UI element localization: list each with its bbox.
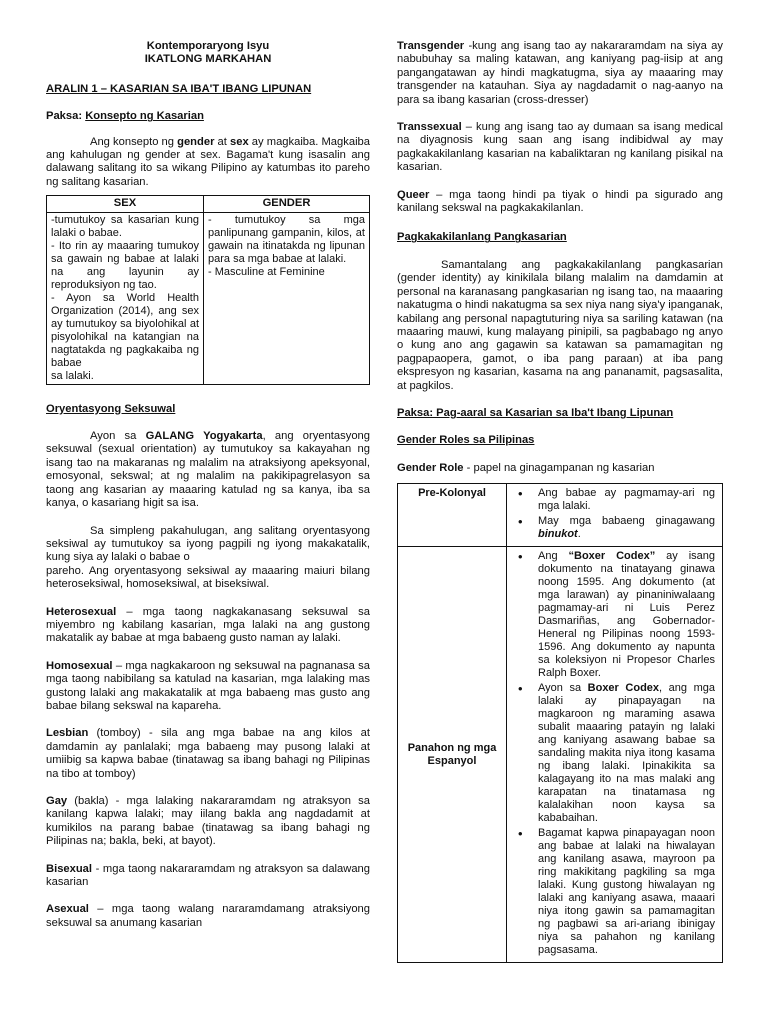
- definition-heterosexual: Heterosexual – mga taong nagkakanasang seksuwal sa miyembro ng kabilang kasarian, mga lalaki na ang gustong makatalik ay babae at mga babaeng gusto naman ay lalaki.: [46, 605, 370, 645]
- definition-transsexual: Transsexual – kung ang isang tao ay dumaan sa isang medical na diyagnosis kung saan ang isang indibidwal ay may pagkakakilanlang kasarian na kabaliktaran ng kanilang pisikal na kasarian.: [397, 121, 723, 174]
- table-row: [398, 547, 723, 963]
- list-item: • Ang “Boxer Codex” ay isang dokumento na tinatayang ginawa noong 1595. Ang dokumento (at mga larawan) ay pinaniniwalaang pagmamay-ari ni Luis Perez Dasmariñas, ang Gobernador-Heneral ng Pilipinas noong 1593-1596. Ang dokumento ay napunta sa koleksiyon ni Propesor Charles Ralph Boxer.: [538, 550, 715, 680]
- orientation-paragraph-2b: pareho. Ang oryentasyong seksiwal ay maaaring maiuri bilang heteroseksiwal, homoseksiwal, at biseksiwal.: [46, 564, 370, 591]
- gender-cell: - tumutukoy sa mga panlipunang gampanin, kilos, at gawain na itinatakda ng lipunan para sa mga babae at lalaki. - Masculine at Feminine: [204, 212, 370, 384]
- table-header-gender: GENDER: [204, 196, 370, 212]
- list-item: • May mga babaeng ginagawang binukot.: [538, 515, 715, 541]
- sex-cell: -tumutukoy sa kasarian kung lalaki o babae. - Ito rin ay maaaring tumukoy sa gawain ng babae at lalaki na ang layunin ay reproduksiyon ng tao. - Ayon sa World Health Organization (2014), ang sex ay tumutukoy sa biyolohikal at pisyolohikal na katangian na nagtatakda ng pagkakaiba ng babae sa lalaki.: [47, 212, 204, 384]
- quarter-title: IKATLONG MARKAHAN: [144, 53, 272, 66]
- orientation-paragraph-1: Ayon sa GALANG Yogyakarta, ang oryentasyong seksuwal (sexual orientation) ay tumutukoy sa kakayahan ng isang tao na makaranas ng malalim na atraksiyong apeksyonal, emosyonal, sekswal; at ng malalim na pakikipagrelasyon sa taong ang kasarian ay maaaring katulad ng sa kanya, iba sa kanya, o kasariang higit sa isa.: [46, 430, 370, 510]
- definition-bisexual: Bisexual - mga taong nakararamdam ng atraksyon sa dalawang kasarian: [46, 862, 370, 889]
- left-definitions: [46, 606, 370, 931]
- list-item: • Ang babae ay pagmamay-ari ng mga lalaki.: [538, 487, 715, 513]
- era-spanish-content: [507, 547, 723, 963]
- list-item: • Bagamat kapwa pinapayagan noon ang babae at lalaki na hiwalayan ang kanilang asawa, mayroon pa ring makikitang pagkiling sa mga lalaki. Kung gustong hiwalayan ng lalaki ang kaniyang asawa, maaari niya itong gawin sa pamamagitan ng pagbawi sa ari-ariang ibinigay niya sa pahahon ng kanilang pagsasama.: [538, 827, 715, 957]
- definition-transgender: Transgender -kung ang isang tao ay nakararamdam na siya ay nabubuhay sa maling katawan, ang kaniyang pag-iisip at ang pangangatawan ay hindi magkatugma, siya ay maaaring may transgender na katauhan. Siya ay nagdadamit o nag-aanyo na para sa ibang kasarian (cross-dresser): [397, 40, 723, 106]
- intro-paragraph: Ang konsepto ng gender at sex ay magkaiba. Magkaiba ang kahulugan ng gender at sex. Bagama't kung isasalin ang dalawang salitang ito sa wikang Pilipino ay katumbas ito pareho ng salitang kasarian.: [46, 135, 370, 188]
- lesson-title: ARALIN 1 – KASARIAN SA IBA'T IBANG LIPUNAN: [46, 82, 312, 95]
- gender-roles-heading: Gender Roles sa Pilipinas: [397, 434, 535, 447]
- era-pre-colonial: Pre-Kolonyal: [398, 484, 507, 547]
- definition-homosexual: Homosexual – mga nagkakaroon ng seksuwal na pagnanasa sa mga taong nabibilang sa katulad na kasarian, mga lalaking mas gustong lalaki ang makakatalik at mga babaeng mas gusto ang babae bilang sekswal na kapareha.: [46, 659, 370, 712]
- gender-role-definition: Gender Role - papel na ginagampanan ng kasarian: [397, 461, 655, 474]
- topic-heading-2: Paksa: Pag-aaral sa Kasarian sa Iba't Ibang Lipunan: [397, 406, 674, 419]
- orientation-heading: Oryentasyong Seksuwal: [46, 402, 176, 415]
- table-row: [398, 484, 723, 547]
- list-item: • Ayon sa Boxer Codex, ang mga lalaki ay pinapayagan na magkaroon ng maraming asawa subalit maaaring patayin ng lalaki ang kaniyang asawang babae sa sandaling makita niya itong kasama ng ibang lalaki. Ipinakikita sa kalagayang ito na mas malaki ang karapatan na tinatamasa ng kalalakihan noon kaysa sa kababaihan.: [538, 682, 715, 825]
- gender-roles-table: [397, 483, 723, 963]
- sex-gender-table: [46, 195, 370, 384]
- table-header-sex: SEX: [47, 196, 204, 212]
- era-spanish: Panahon ng mga Espanyol: [398, 547, 507, 963]
- gender-identity-paragraph: Samantalang ang pagkakakilanlang pangkasarian (gender identity) ay kinikilala bilang malalim na damdamin at personal na karanasang pangkasarian ng isang tao, na maaaring nakatugma o hindi nakatugma sa sex niya nang siya'y ipanganak, kabilang ang personal napagtuturing niya sa sariling katawan (na maaaring mauwi, kung malayang pinipili, sa pagbabago ng anyo o kung ano ang gagawin sa katawan sa pamamagitan ng pagpapaopera, gamot, o iba pang paraan) at iba pang ekspresyon ng kasarian, kasama na ang pananamit, pagsasalita, at pagkilos.: [397, 258, 723, 392]
- course-title: Kontemporaryong Isyu: [146, 40, 270, 52]
- era-pre-colonial-content: [507, 484, 723, 547]
- orientation-paragraph-2: Sa simpleng pakahulugan, ang salitang oryentasyong seksiwal ay tumutukoy sa iyong pagpili ng iyong makakatalik, kung siya ay lalaki o babae o: [46, 524, 370, 564]
- left-column: [46, 40, 370, 930]
- definition-queer: Queer – mga taong hindi pa tiyak o hindi pa sigurado ang kanilang sekswal na pagkakakilanlan.: [397, 188, 723, 215]
- definition-asexual: Asexual – mga taong walang nararamdamang atraksiyong seksuwal sa anumang kasarian: [46, 903, 370, 929]
- gender-identity-heading: Pagkakakilanlang Pangkasarian: [397, 231, 567, 244]
- definition-lesbian: Lesbian (tomboy) - sila ang mga babae na ang kilos at damdamin ay panlalaki; mga babaeng may pusong lalaki at umiibig sa kapwa babae (tinatawag sa ibang bahagi ng Pilipinas na tibo at tomboy): [46, 727, 370, 780]
- definition-gay: Gay (bakla) - mga lalaking nakararamdam ng atraksyon sa kanilang kapwa lalaki; may iilang bakla ang nagdadamit at kumikilos na parang babae (tinatawag sa ibang bahagi ng Pilipinas na; bakla, beki, at bayot).: [46, 795, 370, 848]
- topic-heading: Paksa: Konsepto ng Kasarian: [46, 110, 204, 123]
- right-column: [397, 40, 723, 963]
